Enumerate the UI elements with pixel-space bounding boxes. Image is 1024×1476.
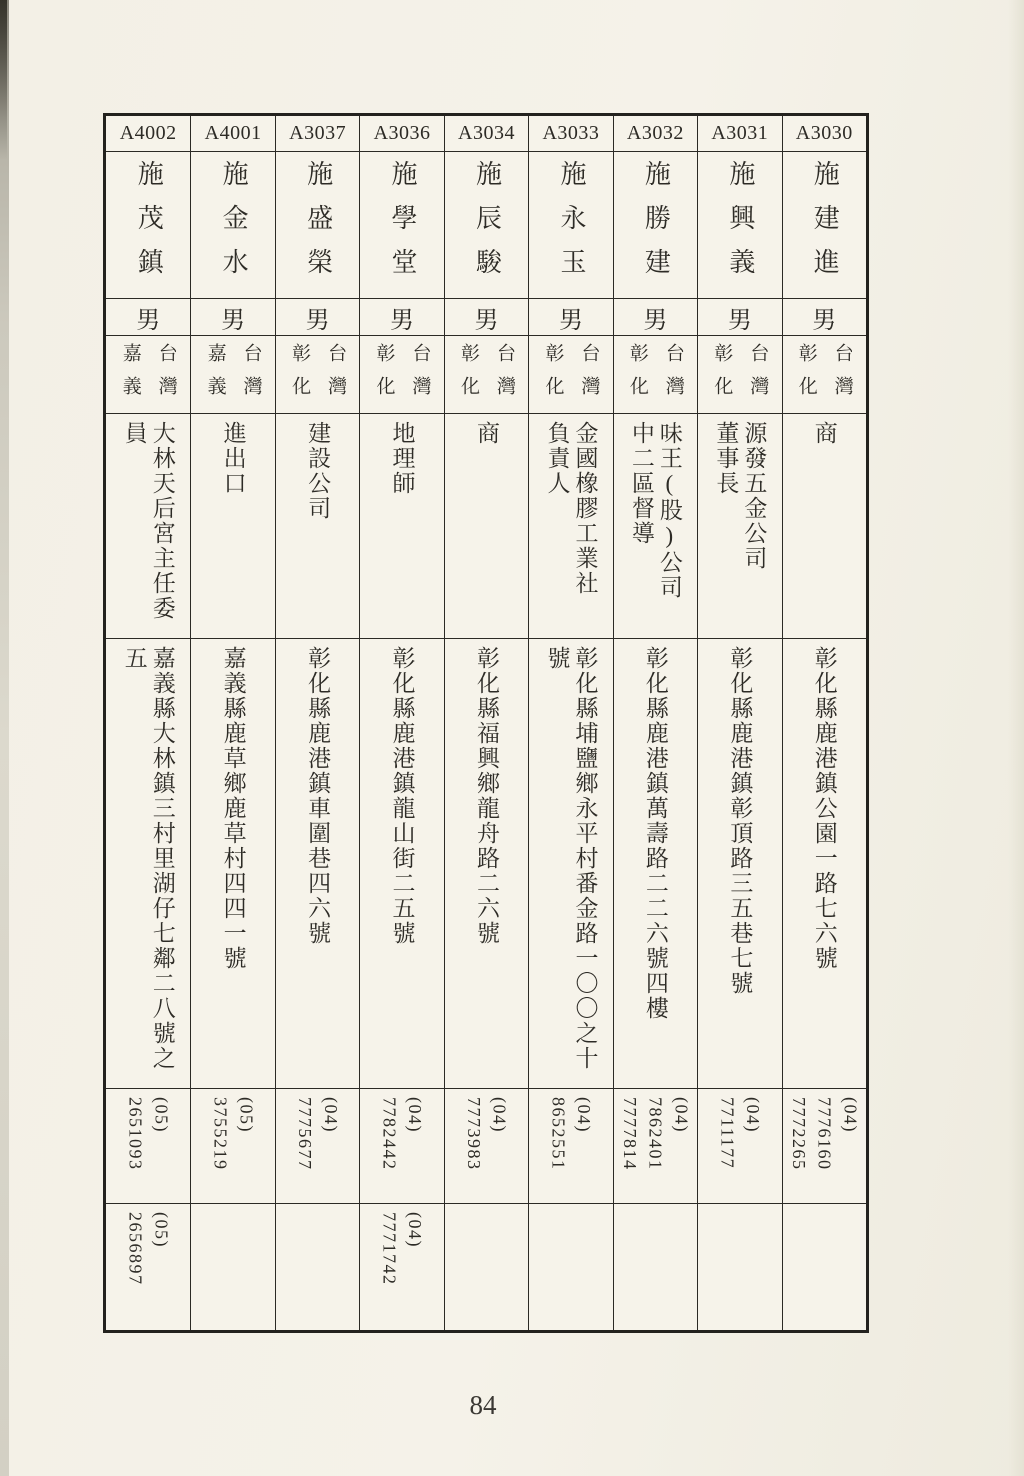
origin-line: 台灣 bbox=[747, 343, 769, 409]
occupation-line: 員 bbox=[121, 421, 147, 446]
name-text: 施辰駿 bbox=[472, 160, 502, 292]
origin-line: 彰化 bbox=[626, 343, 648, 409]
id-cell-A3037 bbox=[275, 116, 359, 151]
origin-line: 台灣 bbox=[409, 343, 431, 409]
name-cell-A4002 bbox=[106, 151, 190, 298]
name-text: 施學堂 bbox=[388, 160, 418, 292]
occupation-cell-A3033 bbox=[528, 413, 612, 638]
gender-text: 男 bbox=[390, 307, 415, 334]
occupation-line: 商 bbox=[473, 421, 499, 446]
origin-line: 台灣 bbox=[325, 343, 347, 409]
origin-cell-A3036 bbox=[359, 335, 443, 413]
address-line: 彰化縣鹿港鎮萬壽路二二六號四樓 bbox=[642, 646, 668, 1021]
id-text: A3034 bbox=[458, 122, 515, 144]
gender-cell-A4001 bbox=[190, 298, 274, 335]
id-cell-A3031 bbox=[697, 116, 781, 151]
origin-line: 台灣 bbox=[240, 343, 262, 409]
phone1-cell-A4001 bbox=[190, 1088, 274, 1203]
origin-line: 台灣 bbox=[662, 343, 684, 409]
origin-line: 台灣 bbox=[493, 343, 515, 409]
origin-line: 彰化 bbox=[373, 343, 395, 409]
origin-line: 嘉義 bbox=[119, 343, 141, 409]
phone2-cell-A4002 bbox=[106, 1203, 190, 1330]
address-line: 彰化縣福興鄉龍舟路二六號 bbox=[473, 646, 499, 946]
gender-text: 男 bbox=[727, 307, 752, 334]
phone1-line: 7773983 bbox=[463, 1097, 484, 1171]
name-cell-A3031 bbox=[697, 151, 781, 298]
address-cell-A3032 bbox=[613, 638, 697, 1088]
phone1-cell-A3032 bbox=[613, 1088, 697, 1203]
name-text: 施興義 bbox=[725, 160, 755, 292]
origin-line: 台灣 bbox=[155, 343, 177, 409]
origin-cell-A3034 bbox=[444, 335, 528, 413]
address-line: 彰化縣鹿港鎮龍山街二五號 bbox=[389, 646, 415, 946]
occupation-line: 源發五金公司 bbox=[741, 421, 767, 571]
phone1-line: (04) bbox=[743, 1097, 764, 1133]
phone1-line: (04) bbox=[489, 1097, 510, 1133]
gender-text: 男 bbox=[812, 307, 837, 334]
name-text: 施盛榮 bbox=[303, 160, 333, 292]
address-line: 五 bbox=[121, 646, 147, 671]
gender-cell-A3031 bbox=[697, 298, 781, 335]
gender-text: 男 bbox=[474, 307, 499, 334]
gender-text: 男 bbox=[221, 307, 246, 334]
id-cell-A3034 bbox=[444, 116, 528, 151]
occupation-line: 董事長 bbox=[713, 421, 739, 496]
phone2-cell-A3036 bbox=[359, 1203, 443, 1330]
id-text: A3032 bbox=[626, 122, 684, 144]
phone1-line: 2651093 bbox=[125, 1097, 146, 1171]
occupation-cell-A3032 bbox=[613, 413, 697, 638]
phone1-line: (04) bbox=[320, 1097, 341, 1133]
phone1-cell-A3030 bbox=[782, 1088, 866, 1203]
phone1-line: 8652551 bbox=[548, 1097, 569, 1171]
phone1-cell-A3031 bbox=[697, 1088, 781, 1203]
name-cell-A3033 bbox=[528, 151, 612, 298]
id-cell-A3030 bbox=[782, 116, 866, 151]
id-text: A3037 bbox=[289, 122, 347, 144]
occupation-line: 金國橡膠工業社 bbox=[572, 421, 598, 596]
occupation-line: 建設公司 bbox=[305, 421, 331, 521]
phone1-line: 7711177 bbox=[717, 1097, 738, 1170]
member-table bbox=[103, 113, 869, 1333]
name-text: 施建進 bbox=[810, 160, 840, 292]
occupation-cell-A4002 bbox=[106, 413, 190, 638]
address-cell-A3037 bbox=[275, 638, 359, 1088]
origin-line: 台灣 bbox=[578, 343, 600, 409]
phone1-line: 7782442 bbox=[379, 1097, 400, 1171]
origin-line: 彰化 bbox=[795, 343, 817, 409]
phone2-cell-A3030 bbox=[782, 1203, 866, 1330]
occupation-cell-A3036 bbox=[359, 413, 443, 638]
phone1-line: 3755219 bbox=[210, 1097, 231, 1171]
name-text: 施永玉 bbox=[556, 160, 586, 292]
id-cell-A4002 bbox=[106, 116, 190, 151]
name-cell-A3030 bbox=[782, 151, 866, 298]
phone2-cell-A3031 bbox=[697, 1203, 781, 1330]
scan-edge-right bbox=[1008, 0, 1024, 1476]
address-cell-A3034 bbox=[444, 638, 528, 1088]
id-text: A4002 bbox=[119, 122, 177, 144]
occupation-cell-A3030 bbox=[782, 413, 866, 638]
phone1-line: (05) bbox=[151, 1097, 172, 1133]
occupation-line: 大林天后宮主任委 bbox=[149, 421, 175, 621]
gender-cell-A3034 bbox=[444, 298, 528, 335]
phone1-line: 7862401 bbox=[645, 1097, 666, 1171]
name-text: 施勝建 bbox=[641, 160, 671, 292]
address-cell-A3030 bbox=[782, 638, 866, 1088]
phone1-line: (05) bbox=[236, 1097, 257, 1133]
address-cell-A4002 bbox=[106, 638, 190, 1088]
address-cell-A3033 bbox=[528, 638, 612, 1088]
phone2-line: 7771742 bbox=[379, 1212, 400, 1286]
phone1-cell-A3037 bbox=[275, 1088, 359, 1203]
phone2-cell-A3037 bbox=[275, 1203, 359, 1330]
phone1-line: (04) bbox=[405, 1097, 426, 1133]
origin-cell-A3033 bbox=[528, 335, 612, 413]
name-text: 施金水 bbox=[219, 160, 249, 292]
origin-line: 嘉義 bbox=[204, 343, 226, 409]
phone1-line: (04) bbox=[574, 1097, 595, 1133]
phone2-cell-A3034 bbox=[444, 1203, 528, 1330]
origin-cell-A4001 bbox=[190, 335, 274, 413]
origin-cell-A3030 bbox=[782, 335, 866, 413]
address-line: 彰化縣鹿港鎮公園一路七六號 bbox=[811, 646, 837, 971]
phone2-cell-A4001 bbox=[190, 1203, 274, 1330]
phone1-line: (04) bbox=[671, 1097, 692, 1133]
name-text: 施茂鎮 bbox=[134, 160, 164, 292]
address-cell-A3036 bbox=[359, 638, 443, 1088]
name-cell-A3032 bbox=[613, 151, 697, 298]
gender-cell-A3036 bbox=[359, 298, 443, 335]
address-line: 嘉義縣鹿草鄉鹿草村四四一號 bbox=[220, 646, 246, 971]
phone1-cell-A3034 bbox=[444, 1088, 528, 1203]
name-cell-A4001 bbox=[190, 151, 274, 298]
name-cell-A3036 bbox=[359, 151, 443, 298]
origin-line: 彰化 bbox=[289, 343, 311, 409]
origin-line: 彰化 bbox=[542, 343, 564, 409]
phone1-line: 7772265 bbox=[788, 1097, 809, 1171]
occupation-line: 地理師 bbox=[389, 421, 415, 496]
origin-cell-A4002 bbox=[106, 335, 190, 413]
occupation-line: 味王(股)公司 bbox=[656, 421, 682, 600]
id-cell-A3036 bbox=[359, 116, 443, 151]
origin-cell-A3037 bbox=[275, 335, 359, 413]
origin-line: 彰化 bbox=[457, 343, 479, 409]
phone1-line: 7775677 bbox=[295, 1097, 316, 1171]
name-cell-A3034 bbox=[444, 151, 528, 298]
phone1-cell-A3033 bbox=[528, 1088, 612, 1203]
phone1-cell-A3036 bbox=[359, 1088, 443, 1203]
phone1-line: (04) bbox=[840, 1097, 861, 1133]
occupation-line: 進出口 bbox=[220, 421, 246, 496]
address-line: 彰化縣鹿港鎮車圍巷四六號 bbox=[305, 646, 331, 946]
id-text: A4001 bbox=[204, 122, 262, 144]
id-text: A3033 bbox=[542, 122, 600, 144]
gender-cell-A4002 bbox=[106, 298, 190, 335]
id-cell-A4001 bbox=[190, 116, 274, 151]
occupation-cell-A3031 bbox=[697, 413, 781, 638]
address-cell-A3031 bbox=[697, 638, 781, 1088]
occupation-line: 中二區督導 bbox=[628, 421, 654, 546]
address-line: 彰化縣埔鹽鄉永平村番金路一〇〇之十 bbox=[572, 646, 598, 1071]
occupation-cell-A4001 bbox=[190, 413, 274, 638]
origin-line: 彰化 bbox=[711, 343, 733, 409]
name-cell-A3037 bbox=[275, 151, 359, 298]
origin-line: 台灣 bbox=[831, 343, 853, 409]
scan-edge-left bbox=[0, 0, 9, 1476]
gender-text: 男 bbox=[136, 307, 161, 334]
phone1-cell-A4002 bbox=[106, 1088, 190, 1203]
phone2-line: 2656897 bbox=[125, 1212, 146, 1286]
occupation-cell-A3034 bbox=[444, 413, 528, 638]
address-line: 彰化縣鹿港鎮彰頂路三五巷七號 bbox=[727, 646, 753, 996]
phone1-line: 7776160 bbox=[814, 1097, 835, 1171]
gender-cell-A3030 bbox=[782, 298, 866, 335]
id-cell-A3032 bbox=[613, 116, 697, 151]
page-number: 84 bbox=[469, 1390, 497, 1420]
occupation-cell-A3037 bbox=[275, 413, 359, 638]
occupation-line: 負責人 bbox=[544, 421, 570, 496]
occupation-line: 商 bbox=[811, 421, 837, 446]
gender-text: 男 bbox=[305, 307, 330, 334]
gender-cell-A3033 bbox=[528, 298, 612, 335]
id-text: A3036 bbox=[373, 122, 431, 144]
id-text: A3030 bbox=[795, 122, 853, 144]
phone1-line: 7777814 bbox=[620, 1097, 641, 1171]
phone2-line: (04) bbox=[405, 1212, 426, 1248]
gender-text: 男 bbox=[643, 307, 668, 334]
address-line: 號 bbox=[544, 646, 570, 671]
id-cell-A3033 bbox=[528, 116, 612, 151]
address-cell-A4001 bbox=[190, 638, 274, 1088]
gender-text: 男 bbox=[558, 307, 583, 334]
id-text: A3031 bbox=[711, 122, 769, 144]
origin-cell-A3031 bbox=[697, 335, 781, 413]
phone2-line: (05) bbox=[151, 1212, 172, 1248]
address-line: 嘉義縣大林鎮三村里湖仔七鄰二八號之 bbox=[149, 646, 175, 1071]
phone2-cell-A3033 bbox=[528, 1203, 612, 1330]
gender-cell-A3032 bbox=[613, 298, 697, 335]
phone2-cell-A3032 bbox=[613, 1203, 697, 1330]
scan-corner-shadow bbox=[0, 0, 7, 160]
gender-cell-A3037 bbox=[275, 298, 359, 335]
origin-cell-A3032 bbox=[613, 335, 697, 413]
